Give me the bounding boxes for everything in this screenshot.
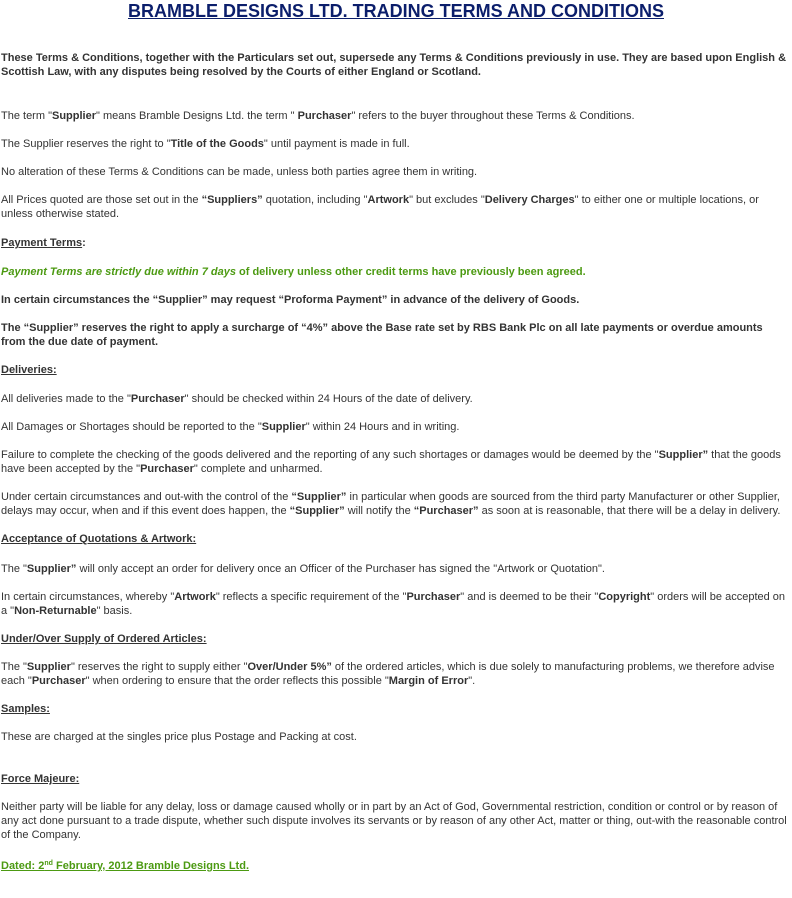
acceptance-heading: Acceptance of Quotations & Artwork: <box>1 533 197 545</box>
samples-paragraph: These are charged at the singles price plus Postage and Packing at cost. <box>1 731 357 743</box>
surcharge-paragraph: The “Supplier” reserves the right to apply a surcharge of “4%” above the Base rate set by RBS Bank Plc on all late payments or overdue amounts from the due date of payment. <box>1 322 763 348</box>
intro-paragraph: These Terms & Conditions, together with the Particulars set out, supersede any Terms & Conditions previously in use. They are based upon English & Scottish Law, with any disputes being resolved by the Courts of either England or Scotland. <box>1 52 787 78</box>
deliveries-damages-paragraph: All Damages or Shortages should be reported to the "Supplier" within 24 Hours and in writing. <box>1 421 460 433</box>
force-majeure-paragraph: Neither party will be liable for any delay, loss or damage caused wholly or in part by an Act of God, Governmental restriction, condition or control or by reason of any act done pursuant to a trade dispute, whether such dispute involves its servants or by reason of any other Act, matter or thing, out-with the reasonable control of the Company. <box>1 801 787 841</box>
title-of-goods-paragraph: The Supplier reserves the right to "Title of the Goods" until payment is made in full. <box>1 138 410 150</box>
page-title: BRAMBLE DESIGNS LTD. TRADING TERMS AND CONDITIONS <box>128 1 664 21</box>
dated-line: Dated: 2nd February, 2012 Bramble Designs Ltd. <box>1 860 249 872</box>
proforma-paragraph: In certain circumstances the “Supplier” may request “Proforma Payment” in advance of the delivery of Goods. <box>1 294 580 306</box>
supply-paragraph: The "Supplier" reserves the right to supply either "Over/Under 5%” of the ordered articles, which is due solely to manufacturing problems, we therefore advise each "Purchaser" when ordering to ensure that the order reflects this possible "Margin of Error". <box>1 661 775 687</box>
payment-terms-heading: Payment Terms: <box>1 237 86 249</box>
deliveries-heading: Deliveries: <box>1 364 57 376</box>
samples-heading: Samples: <box>1 703 50 715</box>
deliveries-delay-paragraph: Under certain circumstances and out-with the control of the “Supplier” in particular when goods are sourced from the third party Manufacturer or other Supplier, delays may occur, when and if this event does happen, the “Supplier” will notify the “Purchaser” as soon at is reasonable, that there will be a delay in delivery. <box>1 491 781 517</box>
force-majeure-heading: Force Majeure: <box>1 773 80 785</box>
prices-paragraph: All Prices quoted are those set out in the “Suppliers” quotation, including "Artwork" but excludes "Delivery Charges" to either one or multiple locations, or unless otherwise stated. <box>1 194 759 220</box>
definitions-paragraph: The term "Supplier" means Bramble Designs Ltd. the term " Purchaser" refers to the buyer throughout these Terms & Conditions. <box>1 110 635 122</box>
deliveries-check-paragraph: All deliveries made to the "Purchaser" should be checked within 24 Hours of the date of delivery. <box>1 393 473 405</box>
payment-terms-notice: Payment Terms are strictly due within 7 days of delivery unless other credit terms have previously been agreed. <box>1 266 586 278</box>
acceptance-artwork-paragraph: In certain circumstances, whereby "Artwork" reflects a specific requirement of the "Purchaser" and is deemed to be their "Copyright" orders will be accepted on a "Non-Returnable" basis. <box>1 591 786 617</box>
acceptance-order-paragraph: The "Supplier” will only accept an order for delivery once an Officer of the Purchaser has signed the "Artwork or Quotation". <box>1 563 605 575</box>
no-alteration-paragraph: No alteration of these Terms & Conditions can be made, unless both parties agree them in writing. <box>1 166 478 178</box>
deliveries-failure-paragraph: Failure to complete the checking of the goods delivered and the reporting of any such shortages or damages would be deemed by the "Supplier” that the goods have been accepted by the "Purchaser" complete and unharmed. <box>1 449 781 475</box>
supply-heading: Under/Over Supply of Ordered Articles: <box>1 633 207 645</box>
